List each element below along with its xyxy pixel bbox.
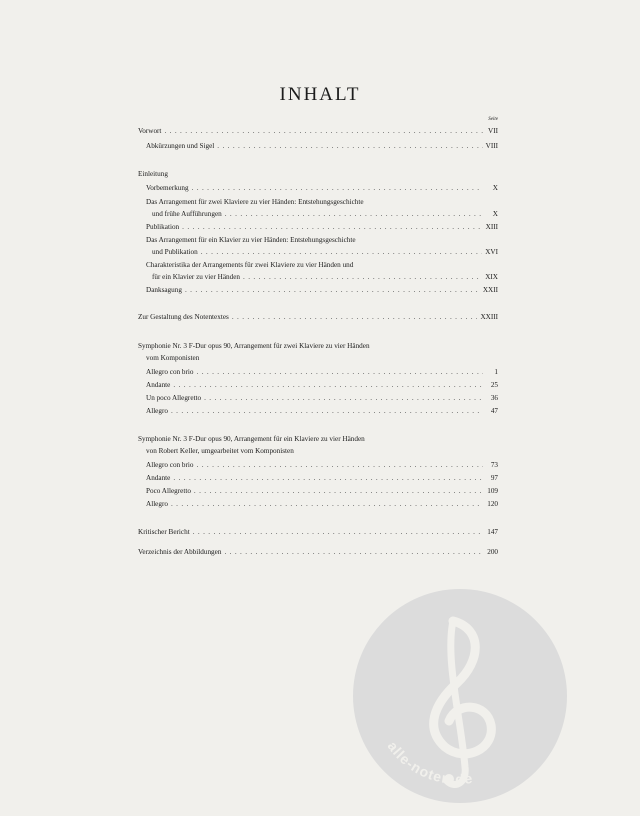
toc-entry-page: 97 [490,474,498,482]
toc-entry-title: Vorbemerkung [146,184,189,192]
toc-entry [146,366,498,378]
toc-entry [146,182,498,194]
toc-entry [138,311,498,323]
toc-entry [146,498,498,510]
toc-entry-title: Andante [146,474,171,482]
toc-entry [138,546,498,558]
toc-entry-page: XXIII [480,313,498,321]
toc-entry-page: VII [488,127,498,135]
toc-entry-page: 25 [490,381,498,389]
toc-entry-title: und Publikation [152,248,198,256]
toc-entry [146,140,498,152]
toc-entry-title: Allegro con brio [146,368,194,376]
toc-entry-title: Das Arrangement für ein Klavier zu vier Händen: Entstehungsgeschichte [146,236,356,244]
toc-entry [146,485,498,497]
toc-section-heading [138,340,498,352]
toc-entry-line [146,259,498,271]
toc-entry [146,284,498,296]
toc-entry-title: Einleitung [138,170,168,178]
toc-entry-title: Un poco Allegretto [146,394,202,402]
toc-entry-line [146,196,498,208]
toc-entry-page: 109 [487,487,498,495]
toc-entry-title: von Robert Keller, umgearbeitet vom Komponisten [146,447,294,455]
toc-entry-page: XIII [485,223,498,231]
toc-entry-title: Symphonie Nr. 3 F-Dur opus 90, Arrangement für zwei Klaviere zu vier Händen [138,342,370,350]
toc-entry-page: 47 [490,407,498,415]
toc-entry [146,459,498,471]
toc-entry [138,526,498,538]
toc-entry-title: Publikation [146,223,180,231]
toc-entry [146,405,498,417]
toc-entry-title: Allegro con brio [146,461,194,469]
page-title: INHALT [279,84,361,105]
toc-entry-title: vom Komponisten [146,354,200,362]
toc-entry-page: X [492,210,498,218]
toc-entry [146,379,498,391]
toc-entry-title: Allegro [146,407,168,415]
toc-entry-title: für ein Klavier zu vier Händen [152,273,241,281]
toc-entry [146,472,498,484]
toc-entry-title: Kritischer Bericht [138,528,190,536]
toc-entry [146,392,498,404]
toc-entry-title: Danksagung [146,286,182,294]
toc-entry-page: 1 [494,368,498,376]
toc-entry [152,246,498,258]
toc-entry-page: 200 [487,548,498,556]
toc-entry-page: XIX [485,273,498,281]
toc-entry-title: Charakteristika der Arrangements für zwei Klaviere zu vier Händen und [146,261,354,269]
toc-entry-page: XXII [482,286,498,294]
toc-entry-title: und frühe Aufführungen [152,210,222,218]
toc-entry-page: 147 [487,528,498,536]
watermark-logo [353,589,567,803]
toc-entry [152,208,498,220]
toc-entry [152,271,498,283]
toc-entry-title: Vorwort [138,127,162,135]
toc-entry-page: XVI [485,248,498,256]
toc-section-heading [146,445,498,457]
toc-entry [138,125,498,137]
toc-entry-page: 36 [490,394,498,402]
toc-entry-title: Abkürzungen und Sigel [146,142,215,150]
toc-section-heading [138,433,498,445]
toc-section-heading [138,168,498,180]
toc-entry-title: Zur Gestaltung des Notentextes [138,313,229,321]
toc-entry-line [146,234,498,246]
toc-entry-title: Symphonie Nr. 3 F-Dur opus 90, Arrangement für ein Klaviere zu vier Händen [138,435,365,443]
toc-entry-page: 73 [490,461,498,469]
watermark-text: alle-noten.de [384,738,475,788]
toc-entry-page: 120 [487,500,498,508]
toc-entry-title: Poco Allegretto [146,487,191,495]
toc-entry-title: Andante [146,381,171,389]
toc-entry-title: Allegro [146,500,168,508]
toc-entry-title: Verzeichnis der Abbildungen [138,548,222,556]
toc-entry-title: Das Arrangement für zwei Klaviere zu vier Händen: Entstehungsgeschichte [146,198,364,206]
seite-label: Seite [488,117,498,122]
toc-section-heading [146,352,498,364]
toc-entry-page: X [492,184,498,192]
toc-entry [146,221,498,233]
toc-entry-page: VIII [485,142,498,150]
